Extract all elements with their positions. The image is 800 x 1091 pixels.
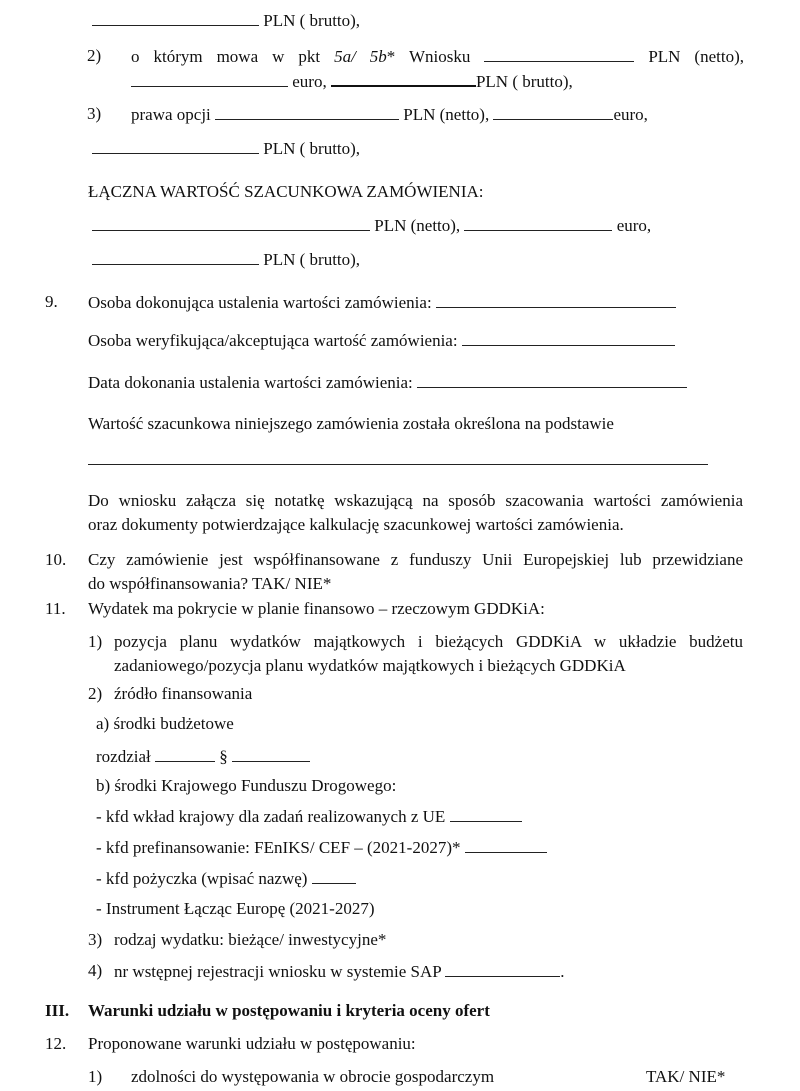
item-3-line: prawa opcji PLN (netto), euro, xyxy=(131,105,648,124)
item-number: 2) xyxy=(87,46,102,65)
section-roman-number: III. xyxy=(45,1001,70,1020)
item-number: 4) xyxy=(88,961,103,980)
paragraph-blank[interactable] xyxy=(232,746,310,762)
item-number: 1) xyxy=(88,632,103,651)
section-12-title: Proponowane warunki udziału w postępowaniu: xyxy=(88,1034,416,1053)
netto-blank[interactable] xyxy=(484,46,634,62)
plan-position-line-2: zadaniowego/pozycja planu wydatków majątkowych i bieżących GDDKiA xyxy=(114,656,626,675)
item-number: 3) xyxy=(87,104,102,123)
basis-label: Wartość szacunkowa niniejszego zamówienia została określona na podstawie xyxy=(88,414,614,433)
chapter-blank[interactable] xyxy=(155,746,215,762)
kfd-contribution: - kfd wkład krajowy dla zadań realizowanych z UE xyxy=(96,806,522,827)
item-number: 2) xyxy=(88,684,103,703)
item-3-brutto-line: PLN ( brutto), xyxy=(92,138,360,159)
total-heading: ŁĄCZNA WARTOŚĆ SZACUNKOWA ZAMÓWIENIA: xyxy=(88,182,484,201)
budget-funds: a) środki budżetowe xyxy=(96,714,234,733)
item-2-line-2: euro, PLN ( brutto), xyxy=(131,70,573,92)
date-blank[interactable] xyxy=(417,372,687,388)
kfd-contribution-blank[interactable] xyxy=(450,806,522,822)
basis-blank[interactable] xyxy=(88,449,708,465)
cofinancing-question-2: do współfinansowania? TAK/ NIE* xyxy=(88,574,332,593)
section-number: 11. xyxy=(45,599,66,618)
section-iii-heading: Warunki udziału w postępowaniu i kryteria oceny ofert xyxy=(88,1001,490,1020)
amount-blank[interactable] xyxy=(92,10,259,26)
sap-registration: nr wstępnej rejestracji wniosku w systemie SAP . xyxy=(114,962,565,981)
euro-blank[interactable] xyxy=(493,104,613,120)
kfd-funds: b) środki Krajowego Funduszu Drogowego: xyxy=(96,776,397,795)
netto-blank[interactable] xyxy=(215,104,399,120)
kfd-loan: - kfd pożyczka (wpisać nazwę) xyxy=(96,868,356,889)
kfd-loan-blank[interactable] xyxy=(312,868,356,884)
basis-line xyxy=(88,449,708,470)
cef-instrument: - Instrument Łącząc Europę (2021-2027) xyxy=(96,899,375,918)
item-2-line-1: o którym mowa w pkt 5a/ 5b* Wniosku PLN (netto), xyxy=(131,47,744,66)
section-number: 9. xyxy=(45,292,58,311)
brutto-blank[interactable] xyxy=(92,249,259,265)
business-capacity-condition: zdolności do występowania w obrocie gospodarczym xyxy=(131,1067,495,1086)
section-number: 12. xyxy=(45,1034,67,1053)
brutto-blank[interactable] xyxy=(331,70,476,87)
brutto-line-1: PLN ( brutto), xyxy=(92,10,360,31)
date-field: Data dokonania ustalenia wartości zamówienia: xyxy=(88,372,687,393)
kfd-prefinancing-blank[interactable] xyxy=(465,837,547,853)
business-capacity-answer[interactable]: TAK/ NIE* xyxy=(646,1067,726,1086)
item-number: 1) xyxy=(88,1067,103,1086)
section-number: 10. xyxy=(45,550,67,569)
netto-blank[interactable] xyxy=(92,215,370,231)
note-line-2: oraz dokumenty potwierdzające kalkulację szacunkowej wartości zamówienia. xyxy=(88,515,624,534)
kfd-prefinancing: - kfd prefinansowanie: FEnIKS/ CEF – (2021-2027)* xyxy=(96,837,547,858)
expense-type: rodzaj wydatku: bieżące/ inwestycyjne* xyxy=(114,930,387,949)
total-netto-line: PLN (netto), euro, xyxy=(92,215,651,236)
sap-number-blank[interactable] xyxy=(445,961,560,977)
chapter-field: rozdział § xyxy=(96,746,310,767)
section-11-title: Wydatek ma pokrycie w planie finansowo – rzeczowym GDDKiA: xyxy=(88,599,545,618)
brutto-blank[interactable] xyxy=(92,138,259,154)
euro-blank[interactable] xyxy=(131,71,288,87)
item-number: 3) xyxy=(88,930,103,949)
plan-position-line-1: pozycja planu wydatków majątkowych i bieżących GDDKiA w układzie budżetu xyxy=(114,632,743,651)
estimator-field: Osoba dokonująca ustalenia wartości zamówienia: xyxy=(88,292,676,313)
cofinancing-question-1: Czy zamówienie jest współfinansowane z funduszy Unii Europejskiej lub przewidziane xyxy=(88,550,743,569)
estimator-blank[interactable] xyxy=(436,292,676,308)
verifier-blank[interactable] xyxy=(462,330,675,346)
euro-blank[interactable] xyxy=(464,215,612,231)
verifier-field: Osoba weryfikująca/akceptująca wartość zamówienia: xyxy=(88,330,675,351)
funding-source-title: źródło finansowania xyxy=(114,684,253,703)
total-brutto-line: PLN ( brutto), xyxy=(92,249,360,270)
note-line-1: Do wniosku załącza się notatkę wskazującą na sposób szacowania wartości zamówienia xyxy=(88,491,743,510)
